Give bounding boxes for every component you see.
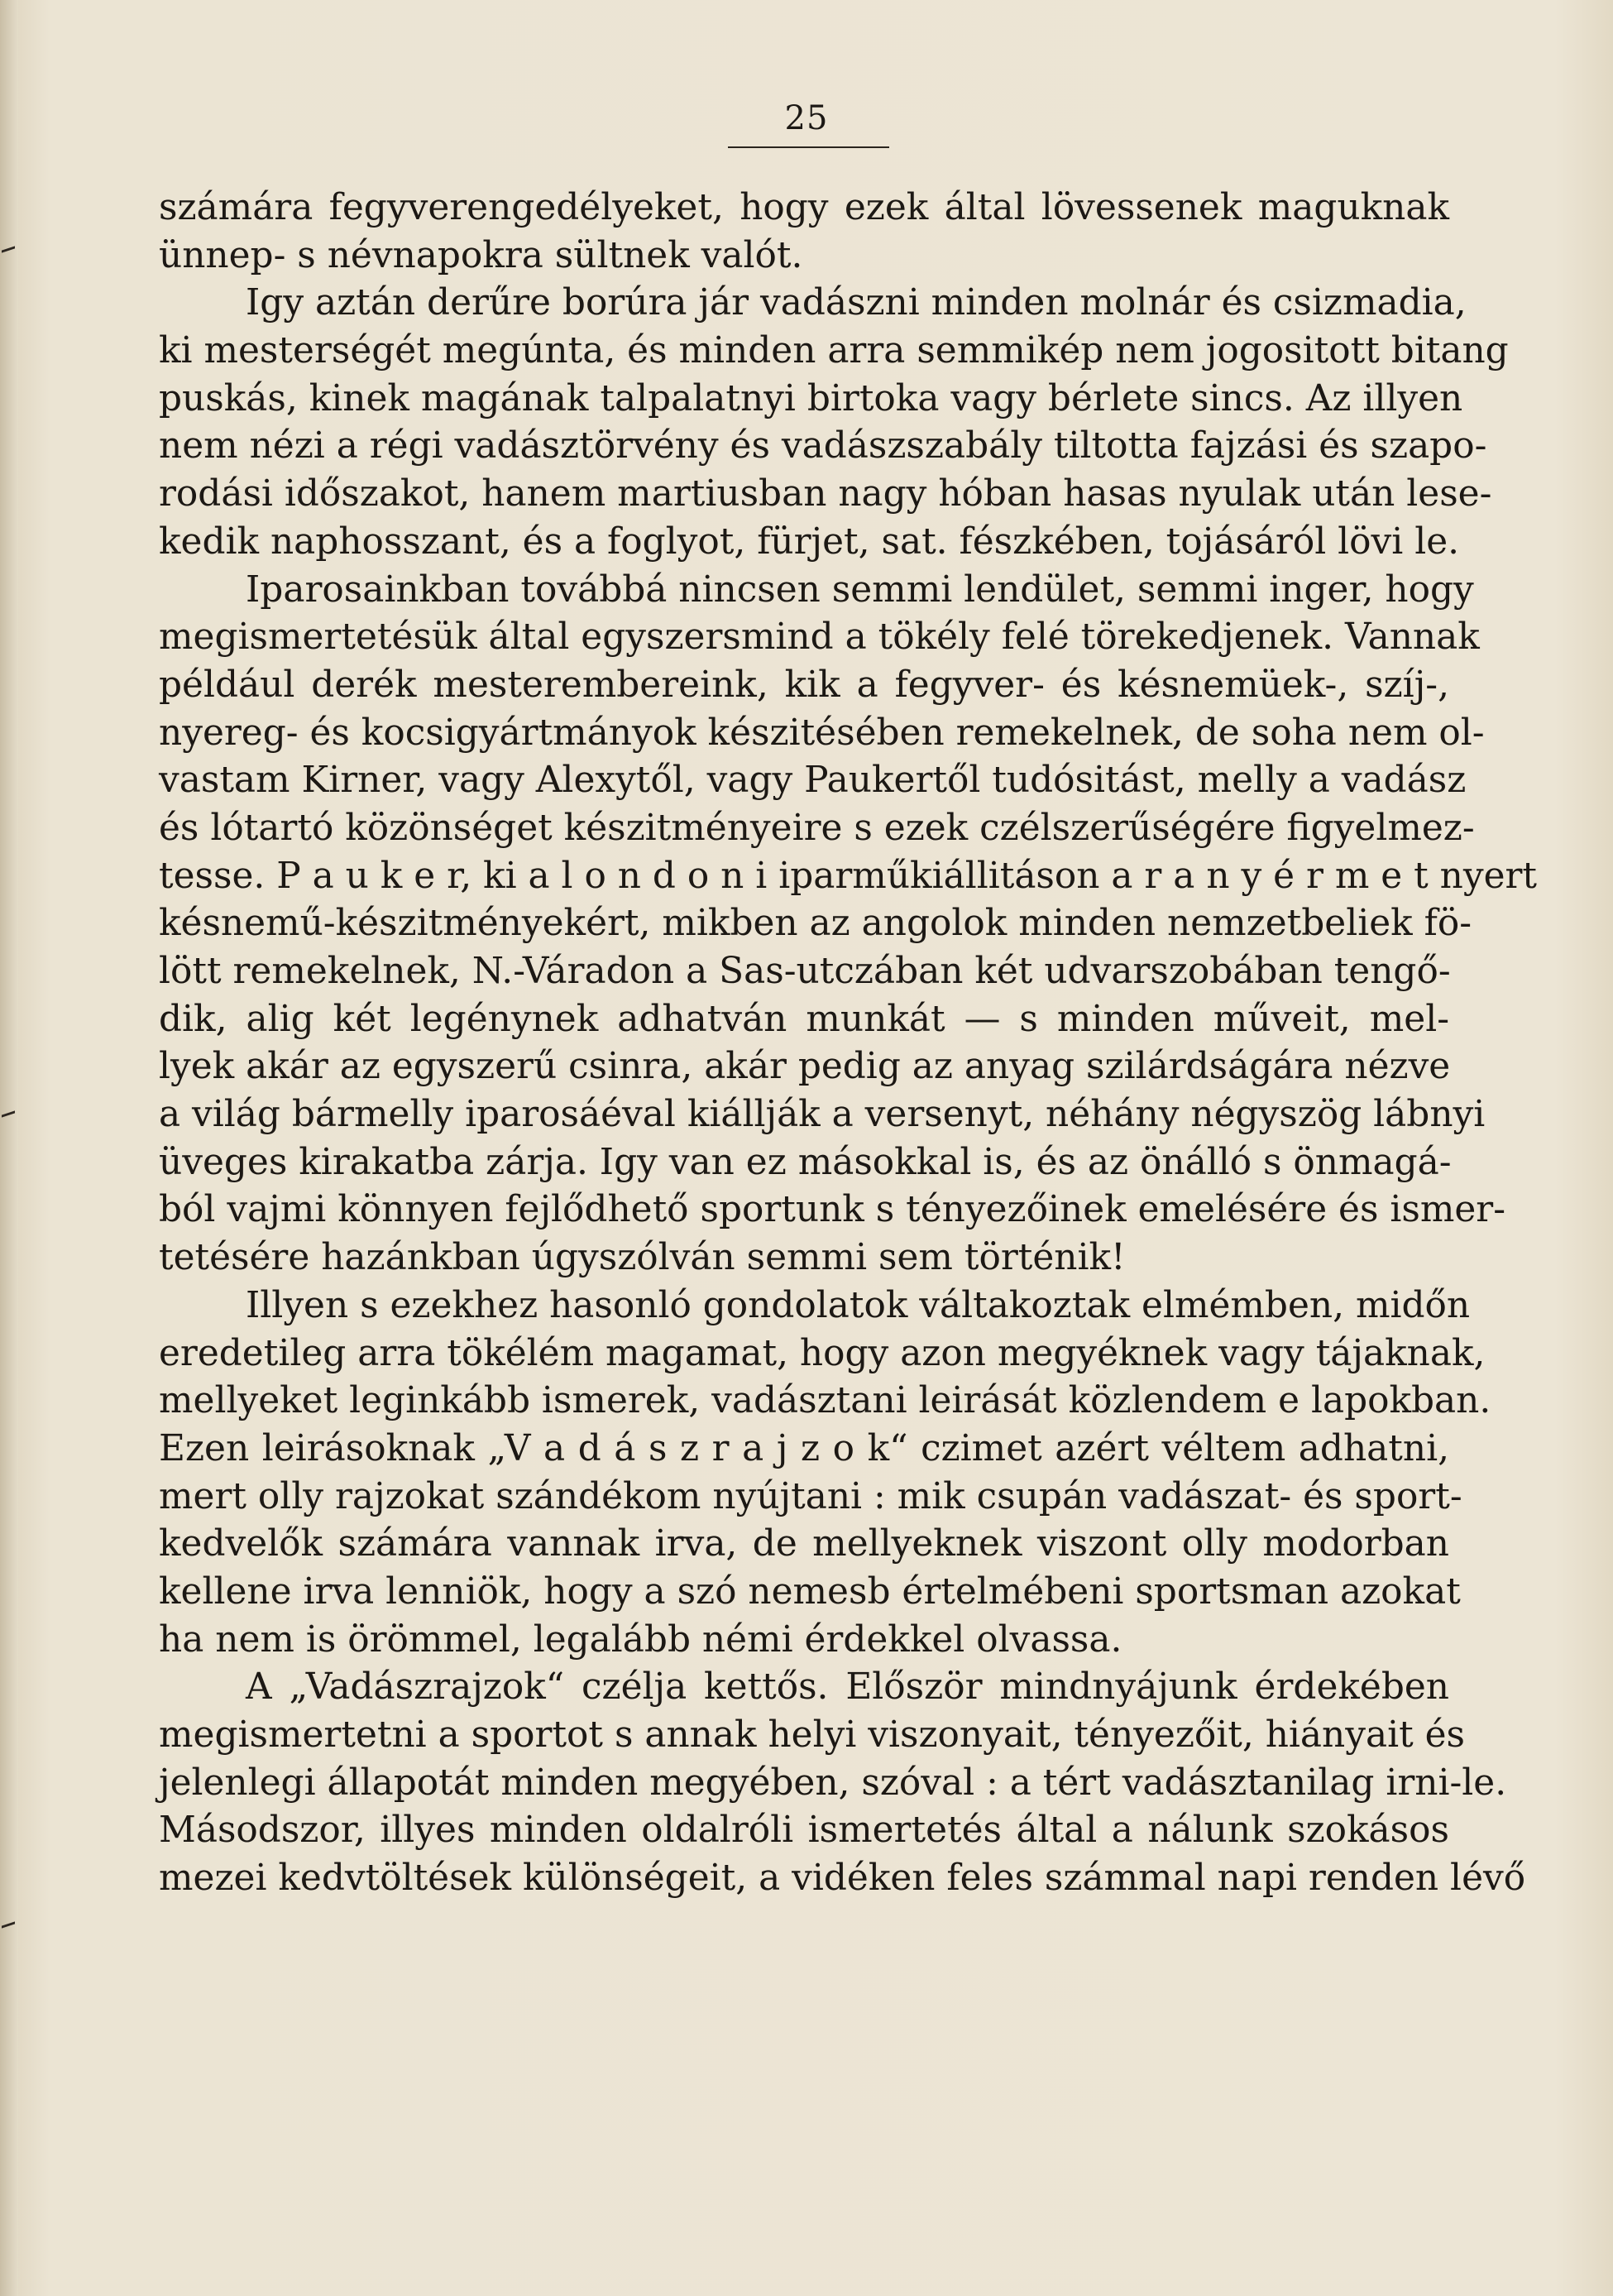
text-line: nyereg- és kocsigyártmányok készitésében remekelnek, de soha nem ol-: [159, 711, 1485, 754]
text-line: A „Vadászrajzok“ czélja kettős. Először mindnyájunk érdekében: [246, 1666, 1449, 1709]
text-line: Illyen s ezekhez hasonló gondolatok váltakoztak elmémben, midőn: [246, 1283, 1471, 1326]
body-text: [159, 184, 1538, 1902]
text-line: kedvelők számára vannak irva, de mellyeknek viszont olly modorban: [159, 1522, 1449, 1565]
text-line: Ezen leirásoknak „V a d á s z r a j z o k“ czimet azért véltem adhatni,: [159, 1426, 1449, 1469]
margin-mark: [2, 246, 15, 252]
text-line: kellene irva lenniök, hogy a szó nemesb értelmébeni sportsman azokat: [159, 1570, 1461, 1613]
page-number-rule: [728, 146, 889, 148]
text-line: ki mesterségét megúnta, és minden arra semmikép nem jogositott bitang: [159, 329, 1509, 372]
text-line: megismertetni a sportot s annak helyi viszonyait, tényezőit, hiányait és: [159, 1714, 1466, 1756]
text-line: mert olly rajzokat szándékom nyújtani : mik csupán vadászat- és sport-: [159, 1474, 1462, 1517]
margin-mark: [2, 1110, 15, 1117]
text-line: ha nem is örömmel, legalább némi érdekkel olvassa.: [159, 1618, 1122, 1661]
text-line: tesse. P a u k e r, ki a l o n d o n i iparműkiállitáson a r a n y é r m e t nyert: [159, 854, 1538, 897]
text-line: mellyeket leginkább ismerek, vadásztani leirását közlendem e lapokban.: [159, 1379, 1491, 1422]
text-line: lyek akár az egyszerű csinra, akár pedig az anyag szilárdságára nézve: [159, 1045, 1451, 1088]
text-line: késnemű-készitményekért, mikben az angolok minden nemzetbeliek fö-: [159, 902, 1472, 945]
text-line: nem nézi a régi vadásztörvény és vadászszabály tiltotta fajzási és szapo-: [159, 424, 1487, 467]
text-line: ból vajmi könnyen fejlődhető sportunk s tényezőinek emelésére és ismer-: [159, 1188, 1506, 1231]
margin-mark: [2, 1921, 15, 1928]
text-line: számára fegyverengedélyeket, hogy ezek által lövessenek maguknak: [159, 186, 1449, 228]
text-line: vastam Kirner, vagy Alexytől, vagy Paukertől tudósitást, melly a vadász: [159, 759, 1467, 802]
text-line: Igy aztán derűre borúra jár vadászni minden molnár és csizmadia,: [246, 281, 1467, 324]
text-line: puskás, kinek magának talpalatnyi birtoka vagy bérlete sincs. Az illyen: [159, 376, 1463, 419]
page-number: 25: [784, 99, 829, 137]
text-line: kedik naphosszant, és a foglyot, fürjet, sat. fészkében, tojásáról lövi le.: [159, 520, 1460, 563]
text-line: eredetileg arra tökélém magamat, hogy azon megyéknek vagy tájaknak,: [159, 1331, 1486, 1374]
text-line: Másodszor, illyes minden oldalróli ismertetés által a nálunk szokásos: [159, 1809, 1449, 1852]
text-line: és lótartó közönséget készitményeire s ezek czélszerűségére figyelmez-: [159, 806, 1475, 849]
text-line: tetésére hazánkban úgyszólván semmi sem történik!: [159, 1236, 1126, 1279]
text-line: rodási időszakot, hanem martiusban nagy hóban hasas nyulak után lese-: [159, 472, 1492, 515]
text-line: dik, alig két legénynek adhatván munkát — s minden műveit, mel-: [159, 997, 1449, 1040]
text-line: lött remekelnek, N.-Váradon a Sas-utczában két udvarszobában tengő-: [159, 950, 1451, 992]
text-line: üveges kirakatba zárja. Igy van ez másokkal is, és az önálló s önmagá-: [159, 1140, 1452, 1183]
page-binding-edge: [0, 0, 18, 2296]
text-line: ünnep- s névnapokra sültnek valót.: [159, 233, 803, 276]
text-line: megismertetésük által egyszersmind a tökély felé törekedjenek. Vannak: [159, 616, 1480, 659]
text-line: jelenlegi állapotát minden megyében, szóval : a tért vadásztanilag irni-le.: [159, 1761, 1507, 1804]
text-line: Iparosainkban továbbá nincsen semmi lendület, semmi inger, hogy: [246, 568, 1474, 611]
text-line: például derék mesterembereink, kik a fegyver- és késnemüek-, szíj-,: [159, 663, 1449, 706]
text-line: mezei kedvtöltések különségeit, a vidéken feles számmal napi renden lévő: [159, 1857, 1526, 1900]
text-line: a világ bármelly iparosáéval kiállják a versenyt, néhány négyszög lábnyi: [159, 1093, 1486, 1136]
